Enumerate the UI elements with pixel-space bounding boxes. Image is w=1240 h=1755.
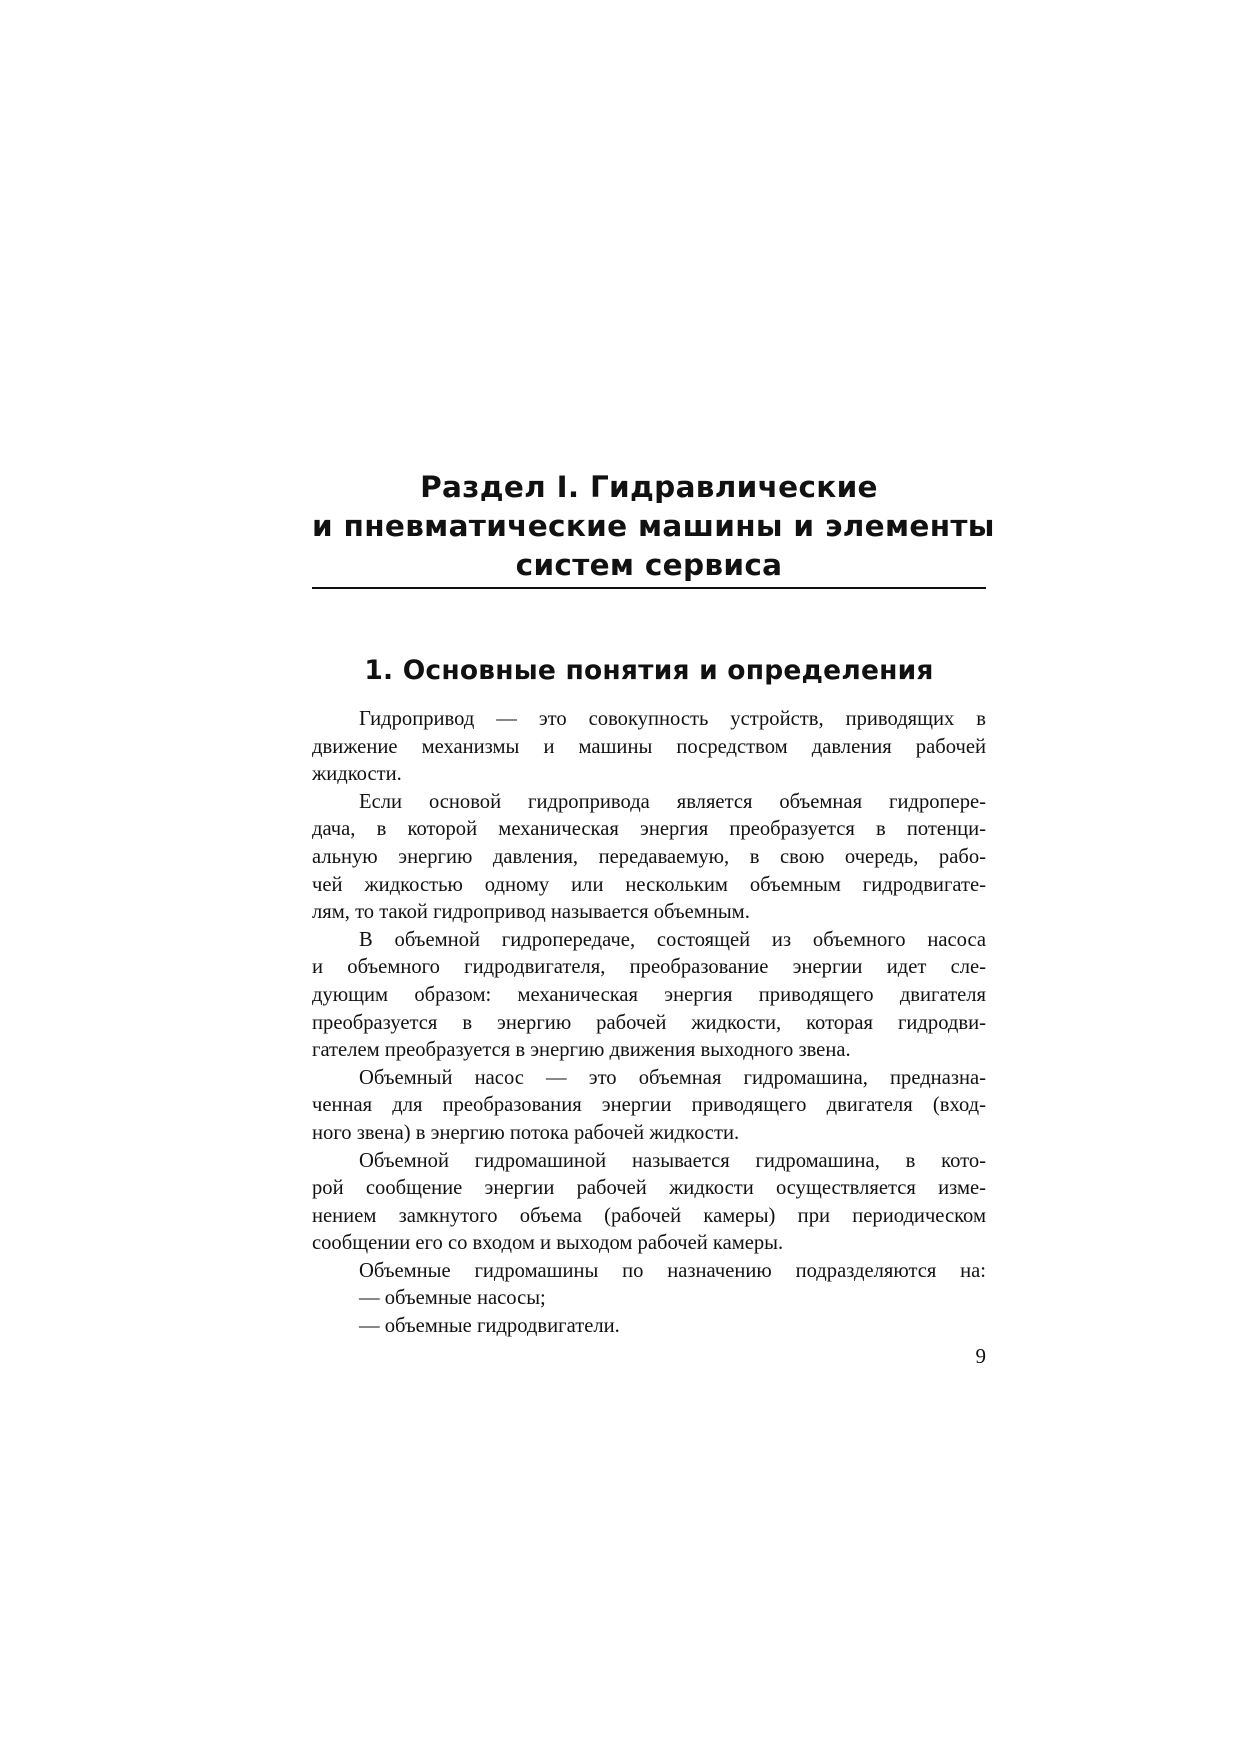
text-line: Гидропривод — это совокупность устройств, приводящих в [359,708,986,730]
text-line: и объемного гидродвигателя, преобразование энергии идет сле- [312,956,986,979]
text-line: Объемные гидромашины по назначению подразделяются на: [359,1259,986,1282]
text-line: ченная для преобразования энергии приводящего двигателя (вход- [312,1094,986,1117]
text-line: нением замкнутого объема (рабочей камеры) при периодическом [312,1204,986,1227]
section-divider [312,587,986,589]
text-line: дующим образом: механическая энергия приводящего двигателя [312,983,986,1006]
text-line: преобразуется в энергию рабочей жидкости, которая гидродви- [312,1011,986,1034]
text-line: дача, в которой механическая энергия преобразуется в потенци- [312,818,986,841]
section-title-line-2: и пневматические машины и элементы [312,509,995,543]
text-line: лям, то такой гидропривод называется объемным. [312,901,750,924]
chapter-title: 1. Основные понятия и определения [364,655,934,686]
text-line: жидкости. [312,763,402,786]
body-text [312,706,986,1341]
list-item: — объемные гидродвигатели. [359,1315,620,1338]
text-line: В объемной гидропередаче, состоящей из объемного насоса [359,928,986,951]
section-title-line-3: систем сервиса [515,548,783,582]
text-line: ного звена) в энергию потока рабочей жидкости. [312,1121,740,1144]
page-number: 9 [975,1344,986,1368]
text-line: гателем преобразуется в энергию движения выходного звена. [312,1039,851,1062]
text-line: Объемной гидромашиной называется гидромашина, в кото- [359,1149,986,1172]
text-line: движение механизмы и машины посредством давления рабочей [312,735,986,758]
text-line: сообщении его со входом и выходом рабочей камеры. [312,1232,784,1255]
text-line: альную энергию давления, передаваемую, в свою очередь, рабо- [312,845,986,868]
list-item: — объемные насосы; [359,1287,546,1310]
text-line: Если основой гидропривода является объемная гидропере- [359,790,986,813]
section-title [312,468,995,585]
text-line: Объемный насос — это объемная гидромашина, предназна- [359,1066,986,1089]
text-line: рой сообщение энергии рабочей жидкости осуществляется изме- [312,1177,986,1200]
section-title-line-1: Раздел I. Гидравлические [420,470,878,504]
text-line: чей жидкостью одному или нескольким объемным гидродвигате- [312,873,986,896]
